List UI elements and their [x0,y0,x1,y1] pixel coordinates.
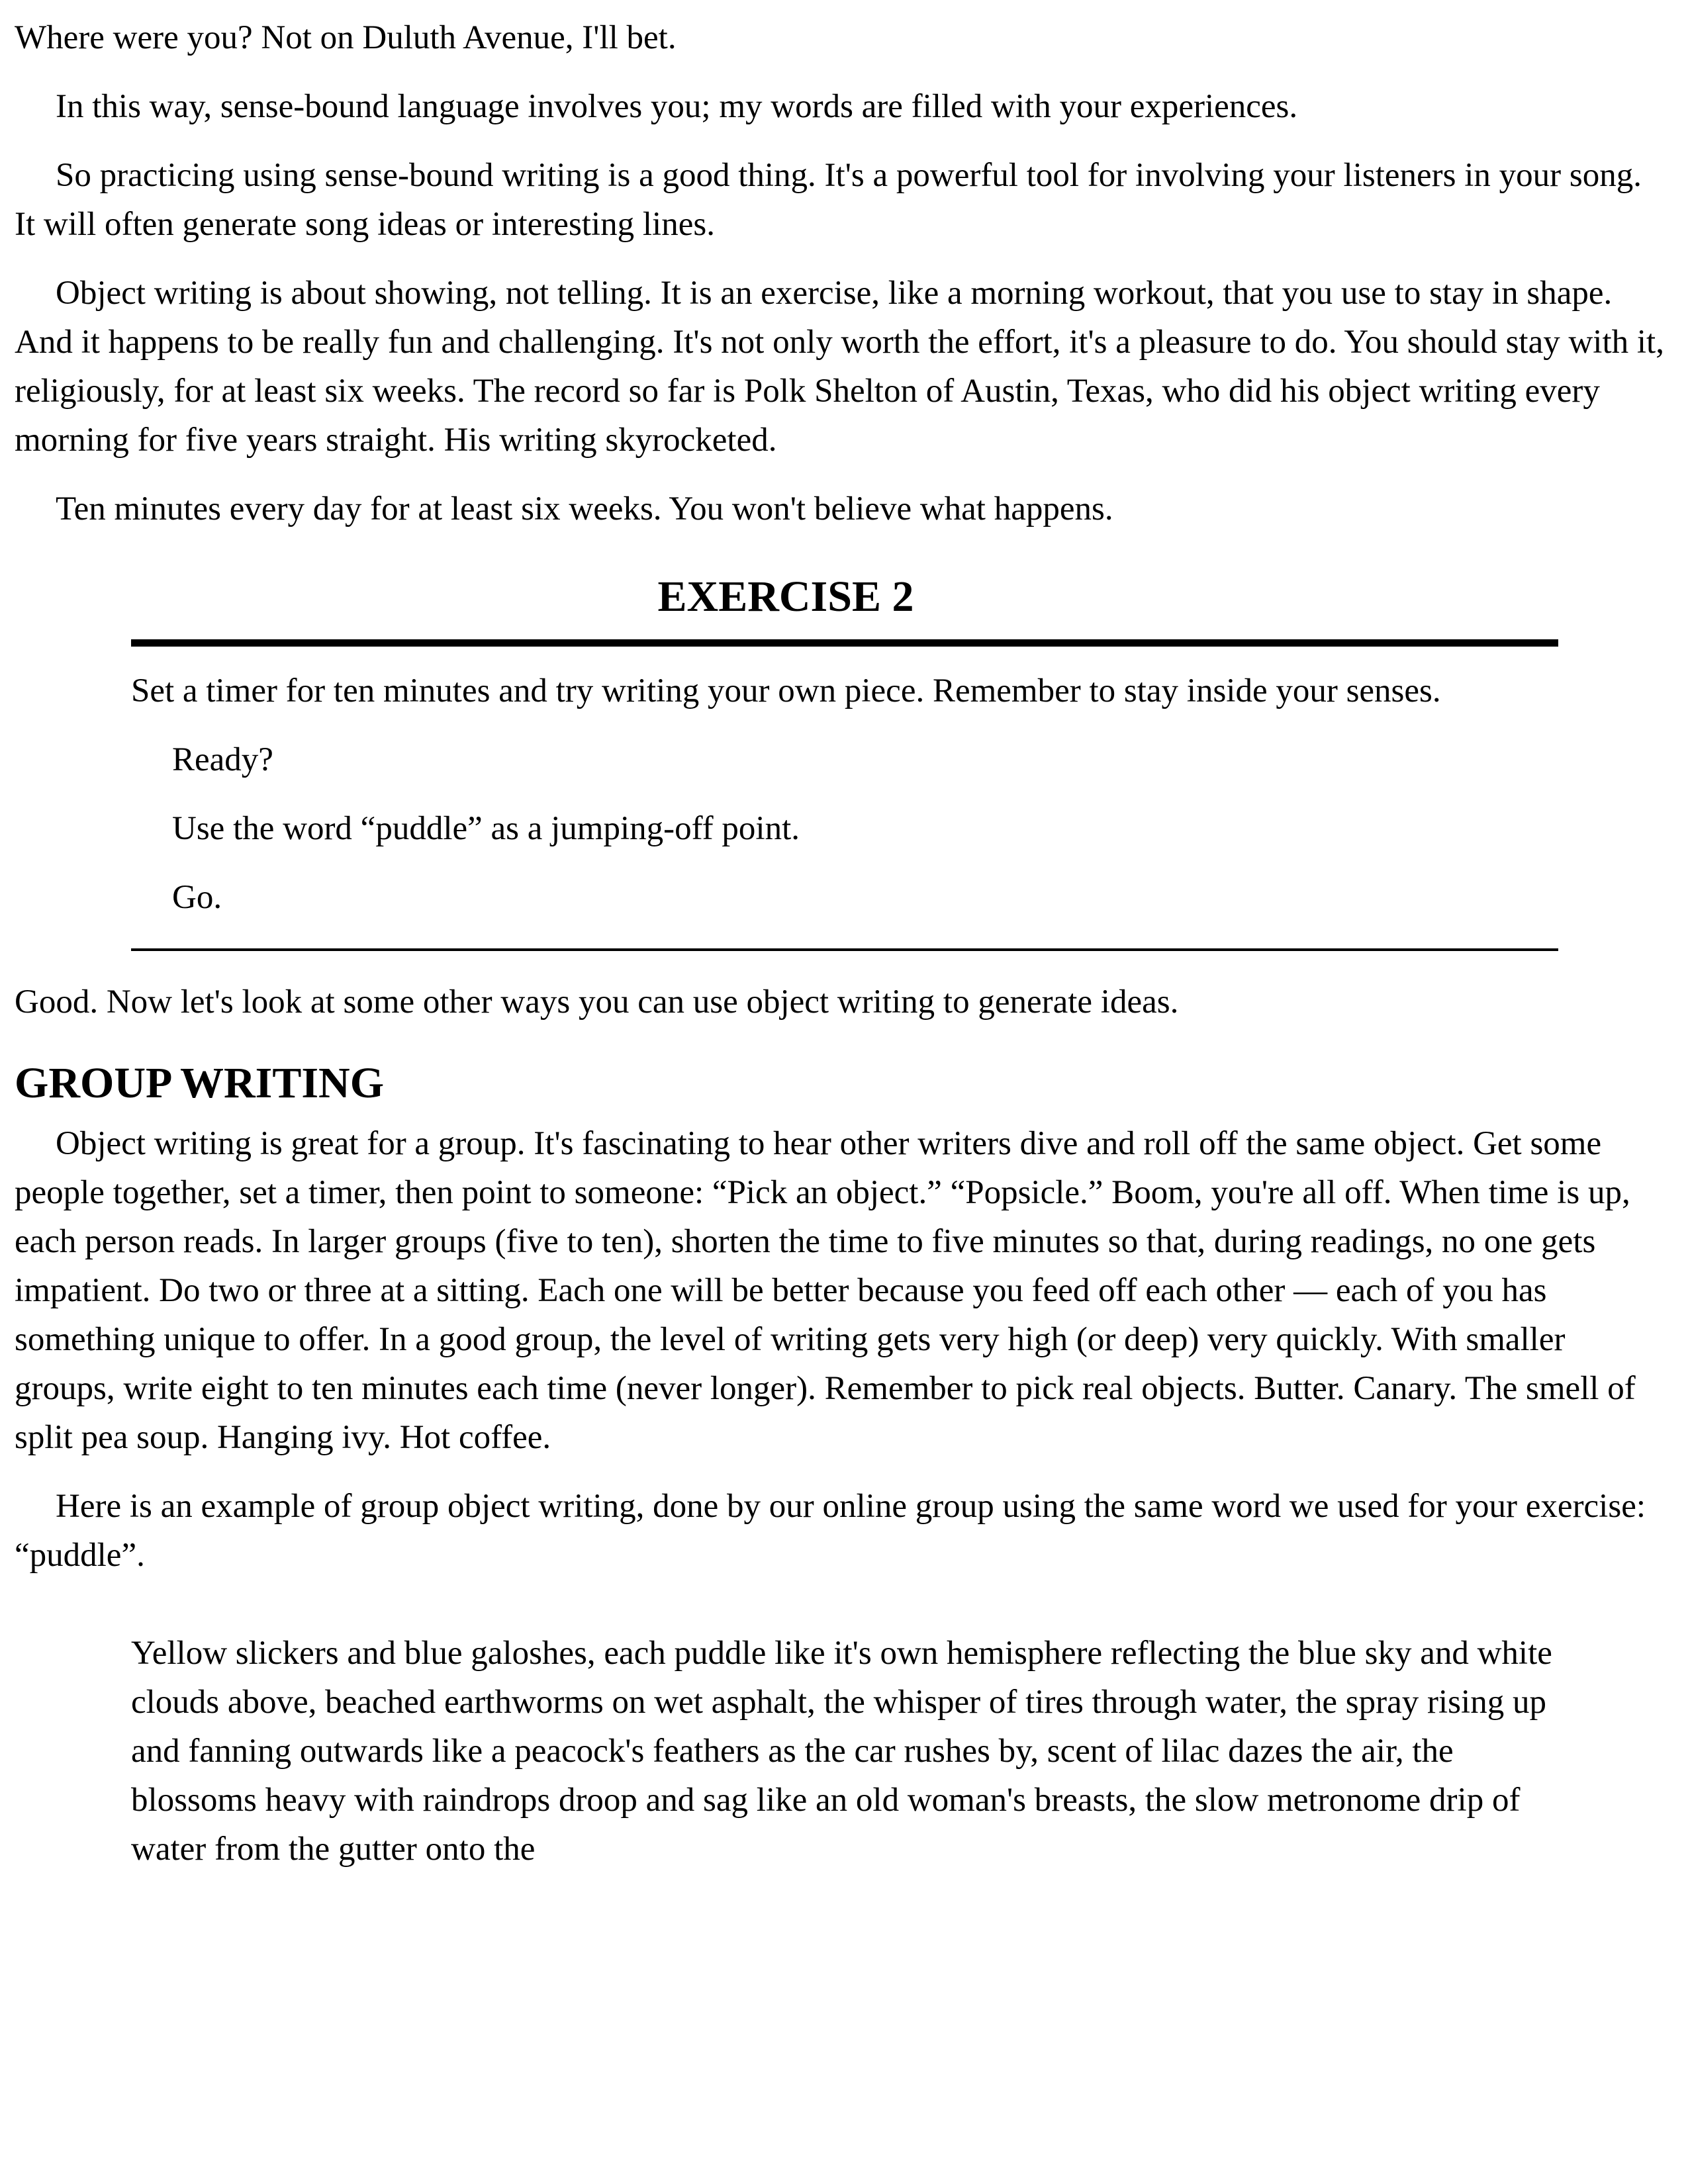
group-writing-paragraph-1: Object writing is great for a group. It's fascinating to hear other writers dive and roll off the same object. Get some people together, set a timer, then point to someone: “Pick an object.” “Popsicle.” Boom, you're all off. When time is up, each person reads. In larger groups (five to ten), shorten the time to five minutes so that, during readings, no one gets impatient. Do two or three at a sitting. Each one will be better because you feed off each other — each of you has something unique to offer. In a good group, the level of writing gets very high (or deep) very quickly. With smaller groups, write eight to ten minutes each time (never longer). Remember to pick real objects. Butter. Canary. The smell of split pea soup. Hanging ivy. Hot coffee. [15,1125,1636,1456]
exercise-instruction: Set a timer for ten minutes and try writing your own piece. Remember to stay inside your senses. [131,672,1441,709]
document-page [15,13,1669,1874]
exercise-prompt: Use the word “puddle” as a jumping-off point. [172,810,800,847]
intro-paragraph-3: So practicing using sense-bound writing is a good thing. It's a powerful tool for involving your listeners in your song. It will often generate song ideas or interesting lines. [15,157,1642,243]
group-writing-heading: GROUP WRITING [15,1059,385,1107]
intro-paragraph-5: Ten minutes every day for at least six weeks. You won't believe what happens. [56,490,1113,527]
after-exercise-paragraph: Good. Now let's look at some other ways you can use object writing to generate ideas. [15,983,1179,1021]
exercise-box [131,639,1558,951]
exercise-ready: Ready? [172,741,273,778]
exercise-go: Go. [172,879,222,916]
group-writing-example: Yellow slickers and blue galoshes, each puddle like it's own hemisphere reflecting the blue sky and white clouds above, beached earthworms on wet asphalt, the whisper of tires through water, the spray rising up and fanning outwards like a peacock's feathers as the car rushes by, scent of lilac dazes the air, the blossoms heavy with raindrops droop and sag like an old woman's breasts, the slow metronome drip of water from the gutter onto the [131,1635,1552,1868]
group-writing-paragraph-2: Here is an example of group object writing, done by our online group using the same word we used for your exercise: “puddle”. [15,1488,1646,1574]
intro-paragraph-4: Object writing is about showing, not telling. It is an exercise, like a morning workout, that you use to stay in shape. And it happens to be really fun and challenging. It's not only worth the effort, it's a pleasure to do. You should stay with it, religiously, for at least six weeks. The record so far is Polk Shelton of Austin, Texas, who did his object writing every morning for five years straight. His writing skyrocketed. [15,275,1664,459]
intro-paragraph-1: Where were you? Not on Duluth Avenue, I'll bet. [15,19,677,56]
intro-paragraph-2: In this way, sense-bound language involves you; my words are filled with your experiences. [56,88,1298,125]
exercise-title: EXERCISE 2 [657,572,914,621]
